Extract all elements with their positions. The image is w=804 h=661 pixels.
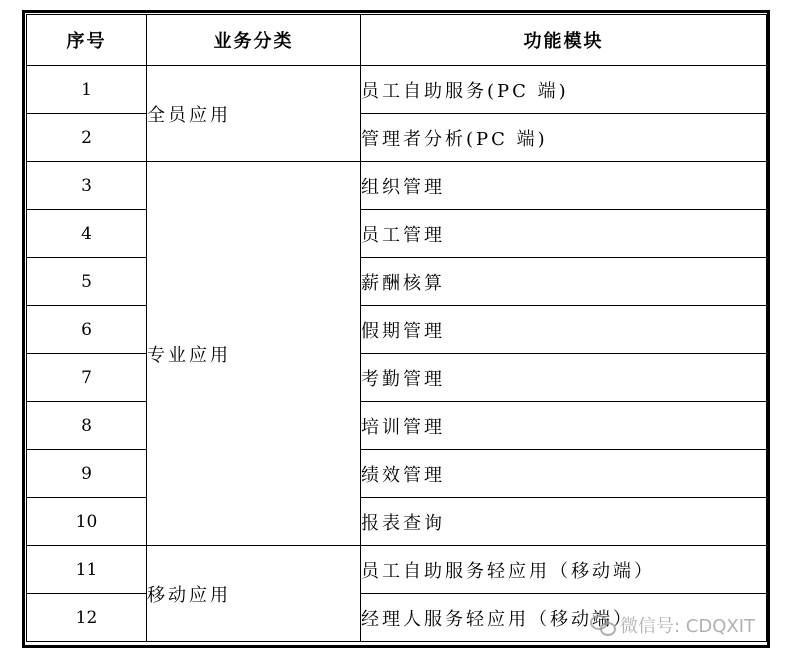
module-cell: 组织管理 [361,162,767,210]
row-num: 8 [27,402,147,450]
module-cell: 员工管理 [361,210,767,258]
row-num: 4 [27,210,147,258]
table-row [27,114,767,162]
module-cell: 考勤管理 [361,354,767,402]
category-cell: 全员应用 [147,66,361,162]
module-cell: 经理人服务轻应用（移动端） [361,594,767,642]
header-category: 业务分类 [147,15,361,66]
table-row [27,498,767,546]
module-cell: 报表查询 [361,498,767,546]
table-header-row [27,15,767,66]
table-row [27,354,767,402]
row-num: 10 [27,498,147,546]
module-cell: 员工自助服务轻应用（移动端） [361,546,767,594]
module-cell: 培训管理 [361,402,767,450]
module-cell: 员工自助服务(PC 端) [361,66,767,114]
table-row [27,258,767,306]
row-num: 2 [27,114,147,162]
table-row [27,306,767,354]
row-num: 1 [27,66,147,114]
table-row [27,402,767,450]
header-num: 序号 [27,15,147,66]
table-row [27,450,767,498]
module-cell: 假期管理 [361,306,767,354]
function-module-table [26,14,767,642]
table-row [27,162,767,210]
row-num: 3 [27,162,147,210]
module-cell: 薪酬核算 [361,258,767,306]
row-num: 5 [27,258,147,306]
row-num: 12 [27,594,147,642]
module-cell: 绩效管理 [361,450,767,498]
header-module: 功能模块 [361,15,767,66]
row-num: 7 [27,354,147,402]
category-cell: 专业应用 [147,162,361,546]
row-num: 9 [27,450,147,498]
watermark [590,612,755,638]
watermark-text: 微信号: CDQXIT [620,616,756,637]
row-num: 6 [27,306,147,354]
row-num: 11 [27,546,147,594]
table-row [27,546,767,594]
category-cell: 移动应用 [147,546,361,642]
module-cell: 管理者分析(PC 端) [361,114,767,162]
wechat-icon [590,615,616,635]
table-row [27,210,767,258]
table-row [27,66,767,114]
